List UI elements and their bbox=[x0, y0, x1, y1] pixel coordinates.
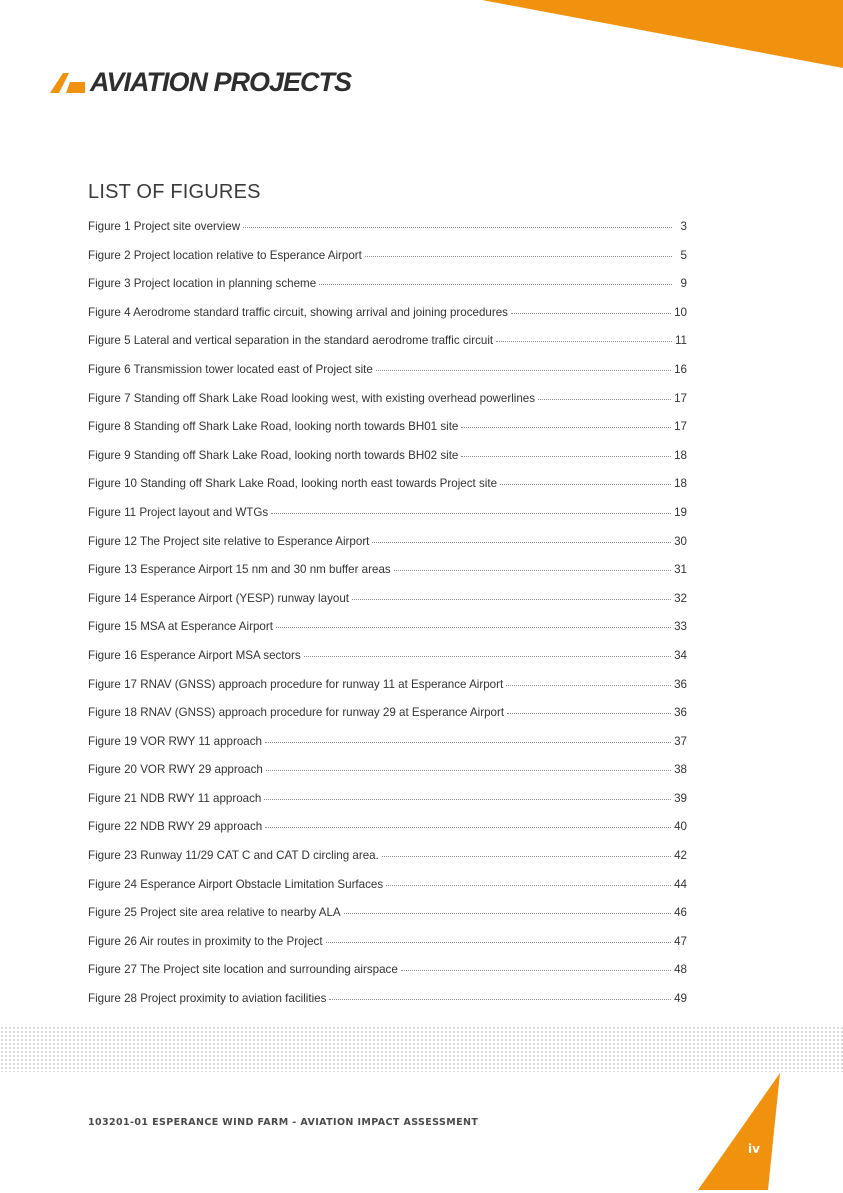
dot-leader bbox=[329, 999, 671, 1000]
dot-leader bbox=[461, 456, 671, 457]
dot-leader bbox=[344, 913, 671, 914]
figure-entry-page[interactable]: 17 bbox=[674, 420, 687, 434]
figure-entry[interactable] bbox=[88, 878, 687, 907]
logo-mark-icon bbox=[50, 69, 86, 95]
figure-entry-label[interactable]: Figure 28 Project proximity to aviation facilities bbox=[88, 992, 327, 1006]
figure-entry-label[interactable]: Figure 13 Esperance Airport 15 nm and 30 nm buffer areas bbox=[88, 563, 391, 577]
dot-leader bbox=[304, 656, 671, 657]
figure-entry-page[interactable]: 49 bbox=[674, 992, 687, 1006]
figure-entry[interactable] bbox=[88, 477, 687, 506]
figure-entry-label[interactable]: Figure 2 Project location relative to Esperance Airport bbox=[88, 248, 362, 262]
figure-entry-page[interactable]: 39 bbox=[674, 791, 687, 805]
figure-entry-label[interactable]: Figure 12 The Project site relative to Esperance Airport bbox=[88, 534, 370, 548]
figure-entry[interactable] bbox=[88, 420, 687, 449]
dot-leader bbox=[276, 627, 671, 628]
dot-leader bbox=[265, 742, 671, 743]
figure-entry-page[interactable]: 38 bbox=[674, 763, 687, 777]
figure-entry-page[interactable]: 5 bbox=[680, 248, 687, 262]
figure-entry-label[interactable]: Figure 3 Project location in planning scheme bbox=[88, 277, 317, 291]
figure-entry-page[interactable]: 40 bbox=[674, 820, 687, 834]
figure-entry-page[interactable]: 31 bbox=[674, 563, 687, 577]
figure-entry-label[interactable]: Figure 19 VOR RWY 11 approach bbox=[88, 734, 262, 748]
dot-leader bbox=[271, 513, 671, 514]
figure-entry[interactable] bbox=[88, 449, 687, 478]
figure-entry-label[interactable]: Figure 10 Standing off Shark Lake Road, looking north east towards Project site bbox=[88, 477, 498, 491]
figure-entry[interactable] bbox=[88, 735, 687, 764]
figure-entry-label[interactable]: Figure 24 Esperance Airport Obstacle Limitation Surfaces bbox=[88, 877, 384, 891]
figure-entry[interactable] bbox=[88, 792, 687, 821]
figure-entry-label[interactable]: Figure 1 Project site overview bbox=[88, 220, 241, 233]
figure-entry[interactable] bbox=[88, 392, 687, 421]
figure-entry-page[interactable]: 36 bbox=[674, 677, 687, 691]
figure-entry[interactable] bbox=[88, 678, 687, 707]
dot-leader bbox=[376, 370, 671, 371]
footer-document-title: 103201-01 ESPERANCE WIND FARM - AVIATION IMPACT ASSESSMENT bbox=[88, 1117, 479, 1128]
figure-entry[interactable] bbox=[88, 220, 687, 249]
figure-entry-label[interactable]: Figure 25 Project site area relative to nearby ALA bbox=[88, 906, 341, 920]
figure-entry[interactable] bbox=[88, 563, 687, 592]
page-number: iv bbox=[748, 1142, 760, 1156]
dot-leader bbox=[265, 827, 671, 828]
dot-leader bbox=[394, 570, 671, 571]
dot-leader bbox=[461, 427, 671, 428]
figure-entry[interactable] bbox=[88, 592, 687, 621]
dot-leader bbox=[538, 399, 671, 400]
figure-entry-label[interactable]: Figure 18 RNAV (GNSS) approach procedure for runway 29 at Esperance Airport bbox=[88, 706, 505, 720]
figure-entry[interactable] bbox=[88, 620, 687, 649]
list-of-figures bbox=[88, 220, 687, 1021]
figure-entry-label[interactable]: Figure 8 Standing off Shark Lake Road, looking north towards BH01 site bbox=[88, 420, 459, 434]
figure-entry[interactable] bbox=[88, 306, 687, 335]
figure-entry[interactable] bbox=[88, 277, 687, 306]
figure-entry-label[interactable]: Figure 20 VOR RWY 29 approach bbox=[88, 763, 263, 777]
figure-entry-page[interactable]: 19 bbox=[674, 505, 687, 519]
figure-entry-page[interactable]: 32 bbox=[674, 591, 687, 605]
figure-entry[interactable] bbox=[88, 963, 687, 992]
figure-entry-label[interactable]: Figure 6 Transmission tower located east of Project site bbox=[88, 362, 373, 376]
figure-entry-label[interactable]: Figure 27 The Project site location and surrounding airspace bbox=[88, 963, 398, 977]
figure-entry[interactable] bbox=[88, 992, 687, 1021]
figure-entry-label[interactable]: Figure 4 Aerodrome standard traffic circuit, showing arrival and joining procedures bbox=[88, 305, 508, 319]
dot-leader bbox=[386, 885, 671, 886]
figure-entry-label[interactable]: Figure 5 Lateral and vertical separation in the standard aerodrome traffic circuit bbox=[88, 334, 494, 348]
figure-entry-label[interactable]: Figure 7 Standing off Shark Lake Road looking west, with existing overhead powerlines bbox=[88, 391, 536, 405]
dot-leader bbox=[326, 942, 672, 943]
figure-entry-label[interactable]: Figure 9 Standing off Shark Lake Road, looking north towards BH02 site bbox=[88, 448, 459, 462]
figure-entry[interactable] bbox=[88, 506, 687, 535]
figure-entry[interactable] bbox=[88, 820, 687, 849]
dot-leader bbox=[266, 770, 671, 771]
figure-entry-page[interactable]: 37 bbox=[674, 734, 687, 748]
figure-entry[interactable] bbox=[88, 249, 687, 278]
dot-leader bbox=[372, 542, 671, 543]
figure-entry-page[interactable]: 10 bbox=[674, 305, 687, 319]
dot-leader bbox=[264, 799, 671, 800]
figure-entry[interactable] bbox=[88, 334, 687, 363]
figure-entry[interactable] bbox=[88, 906, 687, 935]
figure-entry[interactable] bbox=[88, 849, 687, 878]
figure-entry-page[interactable]: 3 bbox=[680, 220, 687, 233]
figure-entry-page[interactable]: 17 bbox=[674, 391, 687, 405]
figure-entry-label[interactable]: Figure 22 NDB RWY 29 approach bbox=[88, 820, 263, 834]
figure-entry-page[interactable]: 46 bbox=[674, 906, 687, 920]
figure-entry-page[interactable]: 47 bbox=[674, 934, 687, 948]
dot-leader bbox=[319, 284, 672, 285]
figure-entry-page[interactable]: 36 bbox=[674, 706, 687, 720]
figure-entry-page[interactable]: 34 bbox=[674, 648, 687, 662]
dot-leader bbox=[352, 599, 671, 600]
figure-entry[interactable] bbox=[88, 363, 687, 392]
figure-entry-label[interactable]: Figure 26 Air routes in proximity to the Project bbox=[88, 934, 323, 948]
logo-text: AVIATION PROJECTS bbox=[90, 67, 352, 97]
dot-leader bbox=[500, 484, 671, 485]
dotted-divider-band bbox=[0, 1026, 843, 1072]
figure-entry-page[interactable]: 30 bbox=[674, 534, 687, 548]
figure-entry-label[interactable]: Figure 11 Project layout and WTGs bbox=[88, 505, 269, 519]
company-logo bbox=[50, 66, 351, 98]
figure-entry-page[interactable]: 48 bbox=[674, 963, 687, 977]
dot-leader bbox=[243, 227, 672, 228]
page-title: LIST OF FIGURES bbox=[88, 181, 261, 203]
footer-accent-triangle bbox=[683, 1073, 843, 1193]
figure-entry-page[interactable]: 16 bbox=[674, 362, 687, 376]
dot-leader bbox=[401, 970, 671, 971]
figure-entry[interactable] bbox=[88, 935, 687, 964]
figure-entry-label[interactable]: Figure 15 MSA at Esperance Airport bbox=[88, 620, 273, 634]
dot-leader bbox=[496, 341, 672, 342]
figure-entry[interactable] bbox=[88, 649, 687, 678]
figure-entry[interactable] bbox=[88, 535, 687, 564]
dot-leader bbox=[365, 256, 672, 257]
figure-entry-label[interactable]: Figure 23 Runway 11/29 CAT C and CAT D circling area. bbox=[88, 849, 379, 863]
figure-entry-page[interactable]: 18 bbox=[674, 448, 687, 462]
dot-leader bbox=[382, 856, 671, 857]
dot-leader bbox=[511, 313, 671, 314]
figure-entry-page[interactable]: 33 bbox=[674, 620, 687, 634]
figure-entry-page[interactable]: 42 bbox=[674, 849, 687, 863]
figure-entry-label[interactable]: Figure 21 NDB RWY 11 approach bbox=[88, 791, 262, 805]
figure-entry-label[interactable]: Figure 16 Esperance Airport MSA sectors bbox=[88, 648, 301, 662]
dot-leader bbox=[506, 685, 671, 686]
figure-entry-page[interactable]: 11 bbox=[674, 334, 687, 348]
figure-entry-label[interactable]: Figure 14 Esperance Airport (YESP) runway layout bbox=[88, 591, 349, 605]
dot-leader bbox=[507, 713, 671, 714]
figure-entry-page[interactable]: 9 bbox=[680, 277, 687, 291]
figure-entry[interactable] bbox=[88, 763, 687, 792]
figure-entry-page[interactable]: 44 bbox=[674, 877, 687, 891]
figure-entry-page[interactable]: 18 bbox=[674, 477, 687, 491]
figure-entry[interactable] bbox=[88, 706, 687, 735]
figure-entry-label[interactable]: Figure 17 RNAV (GNSS) approach procedure for runway 11 at Esperance Airport bbox=[88, 677, 504, 691]
